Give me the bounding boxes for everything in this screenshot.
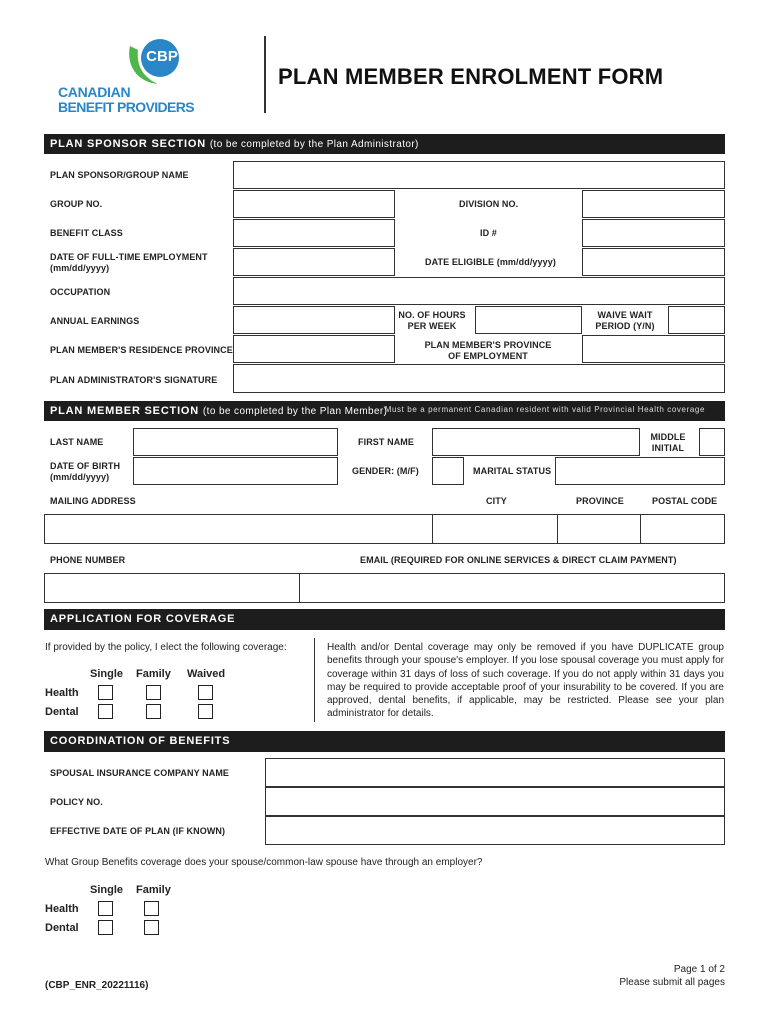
label-waive-wait (585, 310, 665, 332)
label-waive-line2: PERIOD (Y/N) (595, 321, 655, 331)
submit-note: Please submit all pages (619, 977, 725, 988)
cob-section-title: COORDINATION OF BENEFITS (50, 735, 231, 747)
label-first-name: FIRST NAME (358, 437, 414, 447)
annual-earnings-field[interactable] (233, 306, 395, 334)
middle-initial-field[interactable] (699, 428, 725, 456)
label-dob-line2: (mm/dd/yyyy) (50, 472, 110, 482)
admin-signature-field[interactable] (233, 364, 725, 393)
cob-dental-family-checkbox[interactable] (144, 920, 159, 935)
sponsor-section-title: PLAN SPONSOR SECTION (50, 138, 206, 150)
last-name-field[interactable] (133, 428, 338, 456)
label-employment-province-line2: OF EMPLOYMENT (448, 351, 528, 361)
label-employment-province (405, 340, 571, 362)
label-residence-province: PLAN MEMBER'S RESIDENCE PROVINCE (50, 345, 233, 355)
logo-line1: CANADIAN (58, 84, 131, 100)
member-section-title: PLAN MEMBER SECTION (50, 405, 200, 417)
label-sponsor-name: PLAN SPONSOR/GROUP NAME (50, 170, 189, 180)
sponsor-name-field[interactable] (233, 161, 725, 189)
coverage-row-dental: Dental (45, 706, 79, 718)
cob-row-dental: Dental (45, 922, 79, 934)
marital-status-field[interactable] (555, 457, 725, 485)
mailing-address-field[interactable] (44, 514, 433, 544)
employment-province-field[interactable] (582, 335, 725, 363)
label-waive-line1: WAIVE WAIT (597, 310, 653, 320)
sponsor-section-header (44, 134, 725, 154)
label-gender: GENDER: (M/F) (352, 466, 419, 476)
residence-province-field[interactable] (233, 335, 395, 363)
dental-single-checkbox[interactable] (98, 704, 113, 719)
spousal-company-field[interactable] (265, 758, 725, 787)
label-policy-no: POLICY NO. (50, 797, 103, 807)
company-logo (50, 34, 200, 118)
label-admin-signature: PLAN ADMINISTRATOR'S SIGNATURE (50, 375, 218, 385)
label-effective-date: EFFECTIVE DATE OF PLAN (IF KNOWN) (50, 826, 226, 836)
email-field[interactable] (299, 573, 725, 603)
cob-dental-single-checkbox[interactable] (98, 920, 113, 935)
residency-note: Must be a permanent Canadian resident with valid Provincial Health coverage (384, 405, 705, 414)
member-section-header (44, 401, 725, 421)
benefit-class-field[interactable] (233, 219, 395, 247)
label-mailing-address: MAILING ADDRESS (50, 496, 136, 506)
effective-date-field[interactable] (265, 816, 725, 845)
dental-family-checkbox[interactable] (146, 704, 161, 719)
label-hours-line2: PER WEEK (407, 321, 457, 331)
label-employment-province-line1: PLAN MEMBER'S PROVINCE (424, 340, 552, 350)
cob-section-header (44, 731, 725, 752)
id-field[interactable] (582, 219, 725, 247)
label-date-eligible: DATE ELIGIBLE (mm/dd/yyyy) (425, 257, 556, 267)
coverage-section-header (44, 609, 725, 630)
label-phone: PHONE NUMBER (50, 555, 126, 565)
cob-row-health: Health (45, 903, 79, 915)
date-eligible-field[interactable] (582, 248, 725, 276)
date-fulltime-field[interactable] (233, 248, 395, 276)
cob-health-single-checkbox[interactable] (98, 901, 113, 916)
label-last-name: LAST NAME (50, 437, 104, 447)
label-benefit-class: BENEFIT CLASS (50, 228, 123, 238)
page-number: Page 1 of 2 (673, 964, 725, 975)
dental-waived-checkbox[interactable] (198, 704, 213, 719)
form-code: (CBP_ENR_20221116) (45, 980, 149, 991)
health-waived-checkbox[interactable] (198, 685, 213, 700)
cob-col-single: Single (90, 884, 124, 896)
province-field[interactable] (557, 514, 641, 544)
label-date-fulltime (50, 252, 208, 274)
label-middle-line1: MIDDLE (650, 432, 686, 442)
logo-line2: BENEFIT PROVIDERS (58, 99, 195, 115)
label-group-no: GROUP NO. (50, 199, 103, 209)
coverage-divider (314, 638, 315, 722)
label-middle-line2: INITIAL (651, 443, 685, 453)
division-no-field[interactable] (582, 190, 725, 218)
label-city: CITY (486, 496, 507, 506)
label-date-fulltime-line1: DATE OF FULL-TIME EMPLOYMENT (50, 252, 208, 262)
occupation-field[interactable] (233, 277, 725, 305)
first-name-field[interactable] (432, 428, 640, 456)
group-no-field[interactable] (233, 190, 395, 218)
postal-code-field[interactable] (640, 514, 725, 544)
coverage-notice: Health and/or Dental coverage may only be removed if you have DUPLICATE group benefits through your spouse's employer. If you lose spousal coverage you must apply for coverage within 31 days of loss of such coverage. If you do not apply within 31 days you may be required to provide acceptable proof of your insurability to be covered. If you are approved, dental benefits, if applicable, may be restricted. Please see your plan administrator for details. (327, 642, 724, 720)
city-field[interactable] (432, 514, 558, 544)
label-dob-line1: DATE OF BIRTH (50, 461, 121, 471)
cob-col-family: Family (136, 884, 171, 896)
label-province: PROVINCE (576, 496, 624, 506)
policy-no-field[interactable] (265, 787, 725, 816)
coverage-row-health: Health (45, 687, 79, 699)
gender-field[interactable] (432, 457, 464, 485)
label-hours-per-week (392, 310, 472, 332)
coverage-col-single: Single (90, 668, 124, 680)
label-annual-earnings: ANNUAL EARNINGS (50, 316, 140, 326)
label-hours-line1: NO. OF HOURS (398, 310, 466, 320)
waive-wait-field[interactable] (668, 306, 725, 334)
phone-field[interactable] (44, 573, 300, 603)
health-family-checkbox[interactable] (146, 685, 161, 700)
logo-badge: CBP (146, 48, 178, 65)
label-postal-code: POSTAL CODE (652, 496, 718, 506)
label-occupation: OCCUPATION (50, 287, 111, 297)
header-divider (264, 36, 266, 113)
label-division-no: DIVISION NO. (459, 199, 519, 209)
cob-health-family-checkbox[interactable] (144, 901, 159, 916)
hours-per-week-field[interactable] (475, 306, 582, 334)
label-date-of-birth (50, 461, 120, 483)
coverage-section-title: APPLICATION FOR COVERAGE (50, 613, 236, 625)
label-id: ID # (480, 228, 497, 238)
label-spousal-company: SPOUSAL INSURANCE COMPANY NAME (50, 768, 230, 778)
coverage-col-waived: Waived (187, 668, 226, 680)
coverage-intro: If provided by the policy, I elect the following coverage: (45, 642, 287, 653)
date-of-birth-field[interactable] (133, 457, 338, 485)
health-single-checkbox[interactable] (98, 685, 113, 700)
label-marital-status: MARITAL STATUS (473, 466, 552, 476)
coverage-col-family: Family (136, 668, 171, 680)
label-middle-initial (640, 432, 696, 454)
member-section-note: (to be completed by the Plan Member) (202, 406, 388, 417)
label-email: EMAIL (REQUIRED FOR ONLINE SERVICES & DIRECT CLAIM PAYMENT) (360, 555, 677, 565)
sponsor-section-note: (to be completed by the Plan Administrator) (209, 139, 419, 150)
page-title: PLAN MEMBER ENROLMENT FORM (278, 64, 664, 89)
cob-question: What Group Benefits coverage does your spouse/common-law spouse have through an employer? (45, 857, 483, 868)
label-date-fulltime-line2: (mm/dd/yyyy) (50, 263, 110, 273)
